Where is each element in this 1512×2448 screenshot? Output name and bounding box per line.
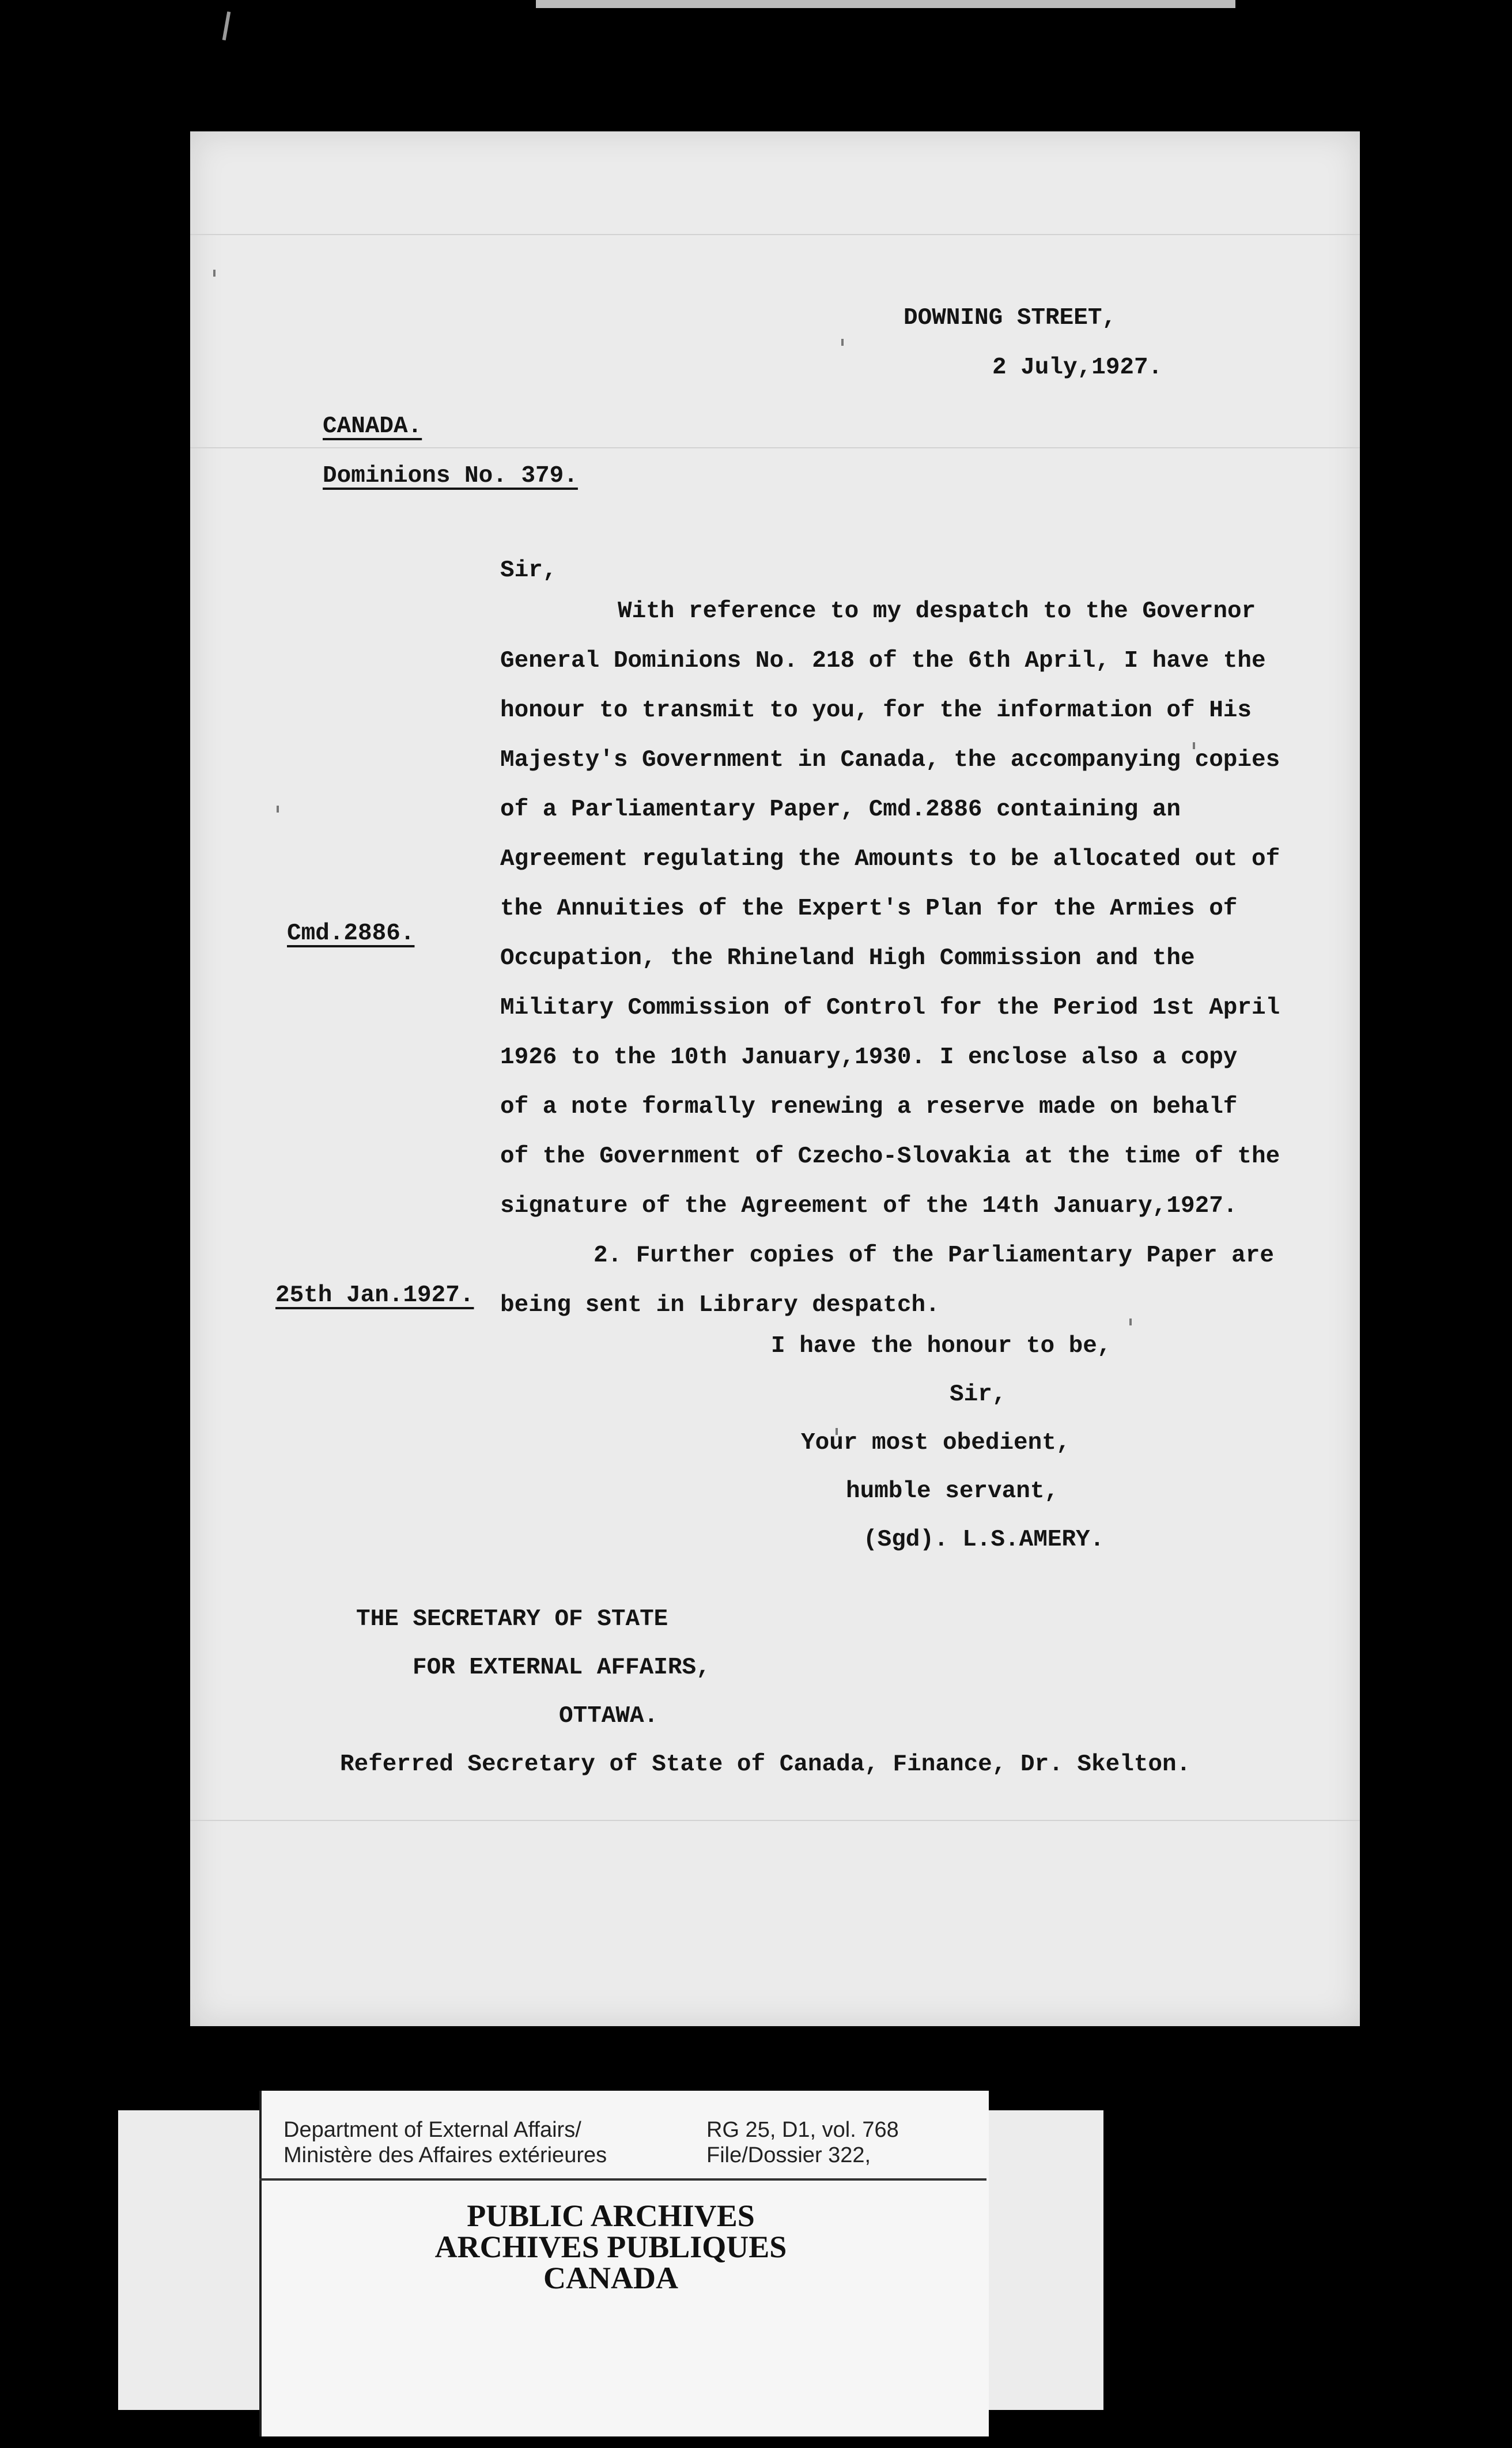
- margin-note-date: 25th Jan.1927.: [275, 1282, 474, 1309]
- body-line: signature of the Agreement of the 14th January,1927.: [500, 1193, 1238, 1219]
- body-line: Military Commission of Control for the Period 1st April: [500, 995, 1280, 1021]
- margin-note-cmd: Cmd.2886.: [287, 920, 415, 947]
- body-line: Majesty's Government in Canada, the accompanying copies: [500, 747, 1280, 773]
- body-line: With reference to my despatch to the Governor: [618, 598, 1256, 625]
- archives-stamp-line: PUBLIC ARCHIVES: [467, 2198, 755, 2233]
- letter-page: [190, 131, 1360, 2026]
- letter-date: 2 July,1927.: [992, 354, 1163, 381]
- signature: (Sgd). L.S.AMERY.: [863, 1527, 1105, 1553]
- recipient-line: THE SECRETARY OF STATE: [356, 1606, 668, 1633]
- paper-rule: [190, 234, 1360, 235]
- letter-address: DOWNING STREET,: [904, 305, 1117, 331]
- body-line: of a note formally renewing a reserve made on behalf: [500, 1094, 1238, 1120]
- body-line: of a Parliamentary Paper, Cmd.2886 containing an: [500, 796, 1181, 823]
- salutation: Sir,: [500, 557, 557, 584]
- paper-rule: [190, 1820, 1360, 1821]
- recipient-line: FOR EXTERNAL AFFAIRS,: [413, 1654, 710, 1681]
- label-department-fr: Ministère des Affaires extérieures: [284, 2143, 607, 2167]
- paper-speck: [841, 339, 844, 346]
- recipient-line: OTTAWA.: [559, 1703, 659, 1729]
- archive-label-divider: [259, 2178, 986, 2181]
- body-line: General Dominions No. 218 of the 6th April, I have the: [500, 648, 1266, 674]
- film-edge-mark: [222, 12, 231, 40]
- dispatch-number: Dominions No. 379.: [323, 463, 578, 489]
- body-line: Agreement regulating the Amounts to be allocated out of: [500, 846, 1280, 872]
- closing-line: Sir,: [950, 1381, 1007, 1408]
- paper-speck: [1129, 1319, 1132, 1325]
- body-line: the Annuities of the Expert's Plan for the Armies of: [500, 896, 1238, 922]
- body-line: being sent in Library despatch.: [500, 1292, 940, 1319]
- archives-stamp-line: CANADA: [543, 2261, 678, 2295]
- label-file: File/Dossier 322,: [706, 2143, 871, 2167]
- film-edge-strip: [536, 0, 1235, 8]
- closing-line: humble servant,: [846, 1478, 1059, 1505]
- label-department-en: Department of External Affairs/: [284, 2118, 581, 2142]
- body-line: of the Government of Czecho-Slovakia at the time of the: [500, 1143, 1280, 1170]
- paper-speck: [277, 806, 279, 813]
- archives-stamp-line: ARCHIVES PUBLIQUES: [434, 2230, 787, 2264]
- body-line: Occupation, the Rhineland High Commission and the: [500, 945, 1195, 972]
- letter-country: CANADA.: [323, 413, 422, 440]
- body-line: 1926 to the 10th January,1930. I enclose also a copy: [500, 1044, 1238, 1071]
- closing-line: I have the honour to be,: [771, 1333, 1112, 1359]
- closing-line: Your most obedient,: [801, 1430, 1071, 1456]
- body-line: honour to transmit to you, for the information of His: [500, 697, 1252, 724]
- body-line: 2. Further copies of the Parliamentary Paper are: [594, 1242, 1274, 1269]
- archives-stamp: [380, 2200, 841, 2294]
- referral-note: Referred Secretary of State of Canada, Finance, Dr. Skelton.: [340, 1751, 1191, 1778]
- label-reference: RG 25, D1, vol. 768: [706, 2118, 899, 2142]
- paper-speck: [213, 270, 216, 277]
